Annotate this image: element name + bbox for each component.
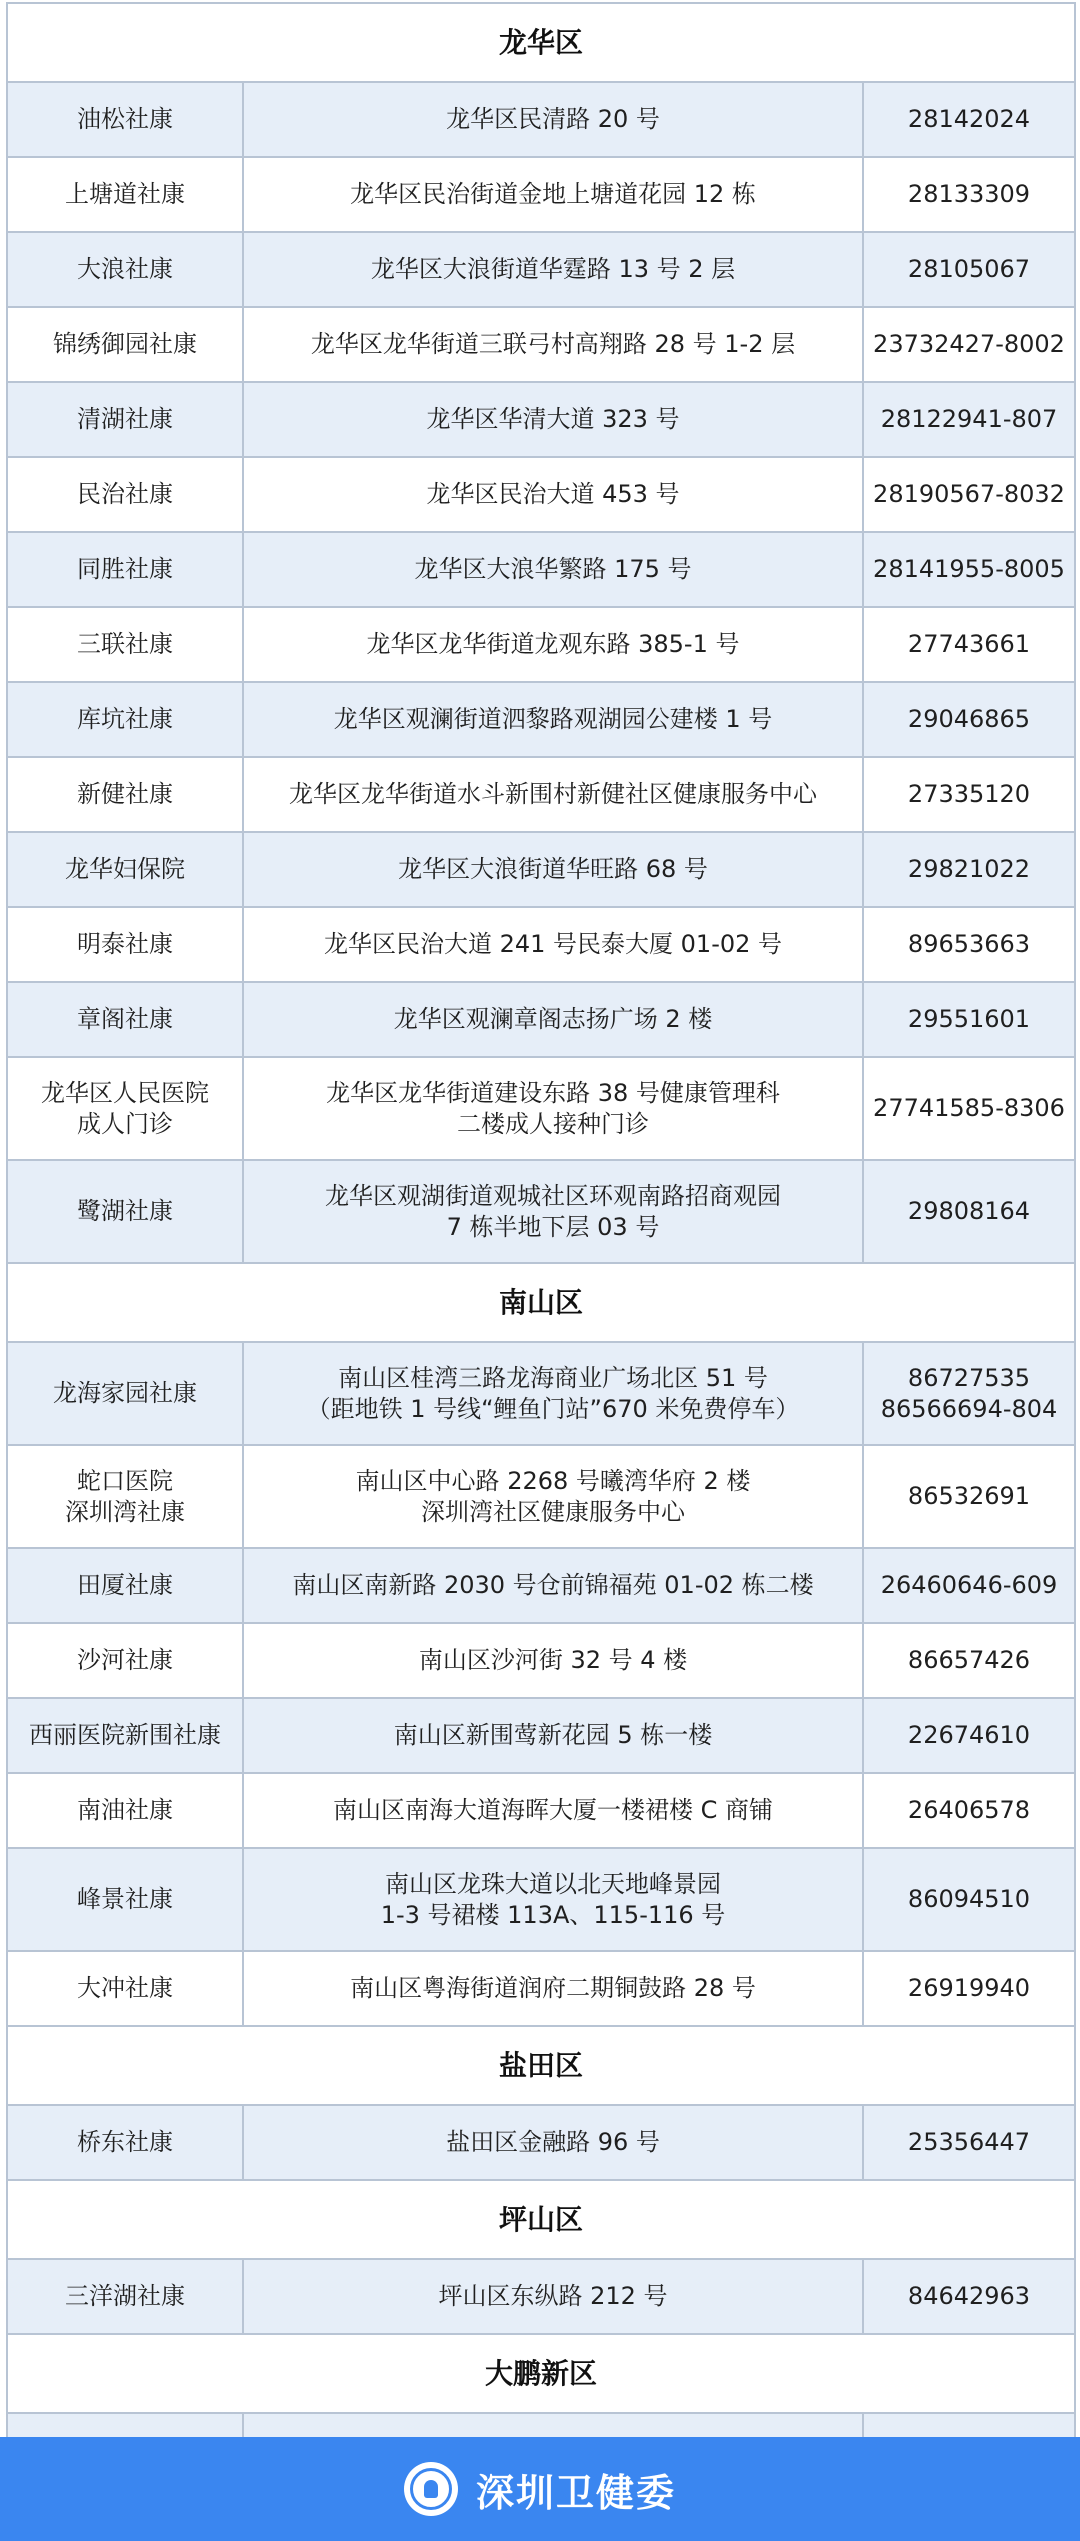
- clinic-address: 龙华区观湖街道观城社区环观南路招商观园 7 栋半地下层 03 号: [243, 1160, 863, 1263]
- clinic-address: 南山区南海大道海晖大厦一楼裙楼 C 商铺: [243, 1773, 863, 1848]
- clinic-name: 章阁社康: [7, 982, 243, 1057]
- clinic-row: [7, 1548, 1075, 1623]
- clinic-phone: 84642963: [863, 2259, 1075, 2334]
- clinic-name: 鹭湖社康: [7, 1160, 243, 1263]
- clinic-phone: 26460646-609: [863, 1548, 1075, 1623]
- clinic-address: 龙华区龙华街道龙观东路 385-1 号: [243, 607, 863, 682]
- clinic-address: 南山区新围莺新花园 5 栋一楼: [243, 1698, 863, 1773]
- clinic-phone: 29808164: [863, 1160, 1075, 1263]
- clinic-address: 南山区桂湾三路龙海商业广场北区 51 号 （距地铁 1 号线“鲤鱼门站”670 米免费停车）: [243, 1342, 863, 1445]
- clinic-row: [7, 1342, 1075, 1445]
- clinic-address: 龙华区民清路 20 号: [243, 82, 863, 157]
- clinic-row: [7, 82, 1075, 157]
- clinic-phone: 86727535 86566694-804: [863, 1342, 1075, 1445]
- section-title: 大鹏新区: [7, 2334, 1075, 2413]
- clinic-phone: 29046865: [863, 682, 1075, 757]
- clinic-row: [7, 2105, 1075, 2180]
- clinic-phone: 22674610: [863, 1698, 1075, 1773]
- clinic-phone: 89653663: [863, 907, 1075, 982]
- clinic-phone: 28105067: [863, 232, 1075, 307]
- clinic-name: 龙华妇保院: [7, 832, 243, 907]
- clinic-row: [7, 1698, 1075, 1773]
- section-title: 龙华区: [7, 3, 1075, 82]
- clinic-phone: 26406578: [863, 1773, 1075, 1848]
- clinic-row: [7, 682, 1075, 757]
- section-title: 坪山区: [7, 2180, 1075, 2259]
- clinic-row: [7, 607, 1075, 682]
- clinic-name: 田厦社康: [7, 1548, 243, 1623]
- clinic-name: 三联社康: [7, 607, 243, 682]
- clinic-row: [7, 1623, 1075, 1698]
- clinic-address: 南山区沙河街 32 号 4 楼: [243, 1623, 863, 1698]
- clinic-phone: 86657426: [863, 1623, 1075, 1698]
- clinic-name: 明泰社康: [7, 907, 243, 982]
- clinic-name: 三洋湖社康: [7, 2259, 243, 2334]
- clinic-name: 大浪社康: [7, 232, 243, 307]
- clinic-phone: 28133309: [863, 157, 1075, 232]
- clinic-address: 坪山区东纵路 212 号: [243, 2259, 863, 2334]
- section-header-row: [7, 3, 1075, 82]
- clinic-row: [7, 2259, 1075, 2334]
- clinic-phone: 25356447: [863, 2105, 1075, 2180]
- clinic-phone: 27335120: [863, 757, 1075, 832]
- clinic-phone: 29551601: [863, 982, 1075, 1057]
- clinic-name: 龙海家园社康: [7, 1342, 243, 1445]
- clinic-row: [7, 307, 1075, 382]
- clinic-row: [7, 757, 1075, 832]
- clinic-phone: 28142024: [863, 82, 1075, 157]
- clinic-phone: 86094510: [863, 1848, 1075, 1951]
- clinic-phone: 27743661: [863, 607, 1075, 682]
- clinic-name: 西丽医院新围社康: [7, 1698, 243, 1773]
- clinic-name: 库坑社康: [7, 682, 243, 757]
- clinic-row: [7, 1445, 1075, 1548]
- clinic-row: [7, 382, 1075, 457]
- footer-banner: [0, 2437, 1080, 2541]
- clinic-name: 清湖社康: [7, 382, 243, 457]
- clinic-address: 龙华区民治街道金地上塘道花园 12 栋: [243, 157, 863, 232]
- clinic-name: 上塘道社康: [7, 157, 243, 232]
- clinic-row: [7, 982, 1075, 1057]
- clinic-address: 龙华区民治大道 241 号民泰大厦 01-02 号: [243, 907, 863, 982]
- clinic-phone: 26919940: [863, 1951, 1075, 2026]
- section-title: 南山区: [7, 1263, 1075, 1342]
- clinic-address: 龙华区大浪街道华旺路 68 号: [243, 832, 863, 907]
- clinic-row: [7, 1773, 1075, 1848]
- clinic-address: 南山区中心路 2268 号曦湾华府 2 楼 深圳湾社区健康服务中心: [243, 1445, 863, 1548]
- clinic-name: 同胜社康: [7, 532, 243, 607]
- clinic-row: [7, 1848, 1075, 1951]
- section-title: 盐田区: [7, 2026, 1075, 2105]
- clinic-name: 桥东社康: [7, 2105, 243, 2180]
- clinic-name: 龙华区人民医院 成人门诊: [7, 1057, 243, 1160]
- clinic-row: [7, 832, 1075, 907]
- clinic-phone: 28141955-8005: [863, 532, 1075, 607]
- clinic-phone: 27741585-8306: [863, 1057, 1075, 1160]
- clinic-name: 蛇口医院 深圳湾社康: [7, 1445, 243, 1548]
- clinic-address: 龙华区大浪街道华霆路 13 号 2 层: [243, 232, 863, 307]
- clinic-address: 南山区龙珠大道以北天地峰景园 1-3 号裙楼 113A、115-116 号: [243, 1848, 863, 1951]
- clinic-row: [7, 1057, 1075, 1160]
- clinic-address: 南山区粤海街道润府二期铜鼓路 28 号: [243, 1951, 863, 2026]
- clinic-address: 龙华区龙华街道建设东路 38 号健康管理科 二楼成人接种门诊: [243, 1057, 863, 1160]
- clinic-phone: 29821022: [863, 832, 1075, 907]
- clinic-address: 龙华区龙华街道水斗新围村新健社区健康服务中心: [243, 757, 863, 832]
- clinic-row: [7, 1951, 1075, 2026]
- shenzhen-health-commission-logo-icon: [404, 2462, 458, 2516]
- section-header-row: [7, 2026, 1075, 2105]
- clinic-name: 新健社康: [7, 757, 243, 832]
- clinic-name: 大冲社康: [7, 1951, 243, 2026]
- section-header-row: [7, 2334, 1075, 2413]
- clinic-phone: 28190567-8032: [863, 457, 1075, 532]
- clinic-address: 龙华区观澜街道泗黎路观湖园公建楼 1 号: [243, 682, 863, 757]
- clinic-address: 盐田区金融路 96 号: [243, 2105, 863, 2180]
- footer-brand: 深圳卫健委: [475, 2470, 676, 2515]
- clinic-name: 油松社康: [7, 82, 243, 157]
- clinic-name: 锦绣御园社康: [7, 307, 243, 382]
- clinic-row: [7, 157, 1075, 232]
- clinic-address: 龙华区大浪华繁路 175 号: [243, 532, 863, 607]
- clinic-address: 龙华区民治大道 453 号: [243, 457, 863, 532]
- clinic-name: 南油社康: [7, 1773, 243, 1848]
- clinic-row: [7, 907, 1075, 982]
- clinic-row: [7, 532, 1075, 607]
- clinic-row: [7, 457, 1075, 532]
- clinic-name: 峰景社康: [7, 1848, 243, 1951]
- clinic-address: 南山区南新路 2030 号仓前锦福苑 01-02 栋二楼: [243, 1548, 863, 1623]
- clinic-name: 沙河社康: [7, 1623, 243, 1698]
- clinic-row: [7, 232, 1075, 307]
- clinic-address: 龙华区观澜章阁志扬广场 2 楼: [243, 982, 863, 1057]
- clinic-name: 民治社康: [7, 457, 243, 532]
- section-header-row: [7, 1263, 1075, 1342]
- clinic-phone: 23732427-8002: [863, 307, 1075, 382]
- clinic-address: 龙华区华清大道 323 号: [243, 382, 863, 457]
- clinic-table: [6, 2, 1076, 2489]
- clinic-phone: 86532691: [863, 1445, 1075, 1548]
- clinic-address: 龙华区龙华街道三联弓村高翔路 28 号 1-2 层: [243, 307, 863, 382]
- section-header-row: [7, 2180, 1075, 2259]
- clinic-row: [7, 1160, 1075, 1263]
- clinic-phone: 28122941-807: [863, 382, 1075, 457]
